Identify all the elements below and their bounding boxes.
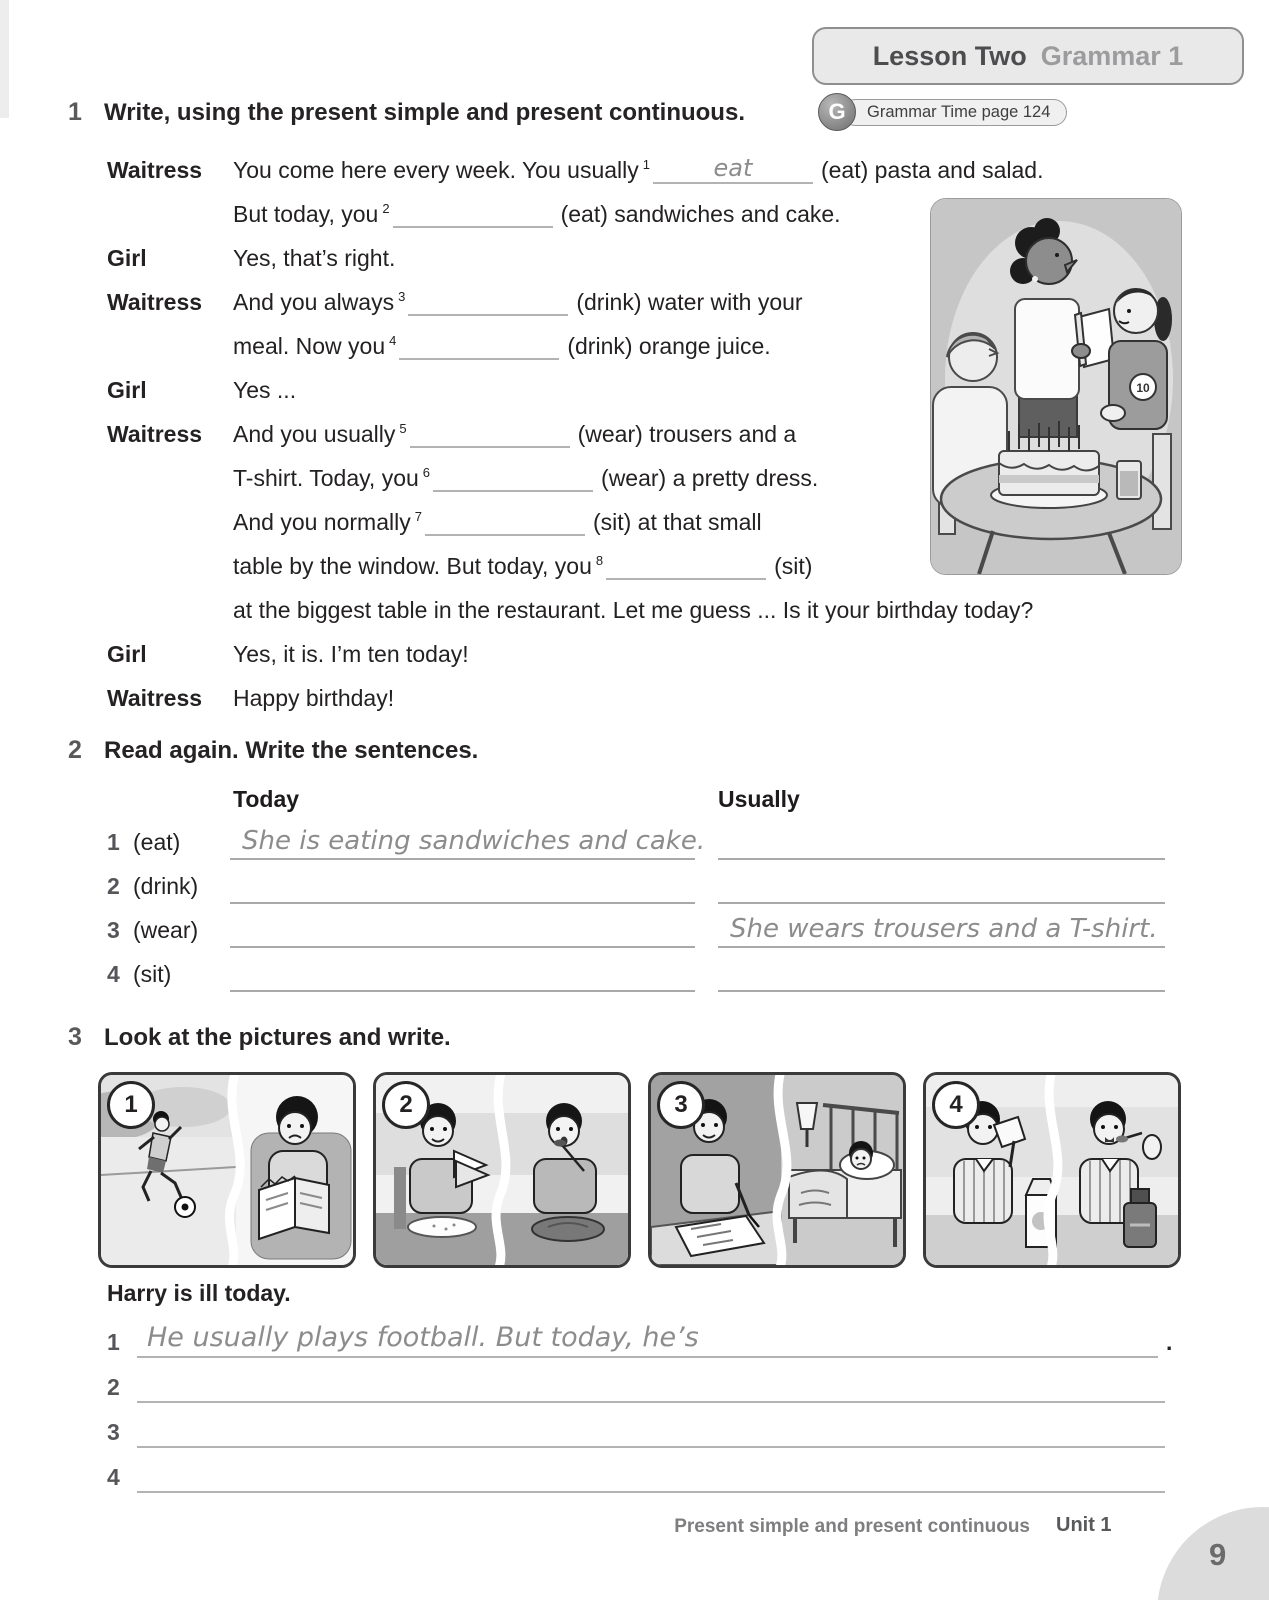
- handwritten-answer: eat: [713, 154, 753, 182]
- blank-number: 1: [642, 157, 650, 172]
- blank-number: 5: [399, 421, 407, 436]
- dialogue-row: [107, 580, 1167, 624]
- line-text: (wear) trousers and a: [577, 421, 797, 447]
- blank-number: 6: [422, 465, 431, 480]
- juice-glass: [1117, 461, 1141, 499]
- picture-number-3: 3: [657, 1081, 705, 1129]
- dialogue-line: [233, 286, 803, 316]
- row-verb: (wear): [133, 917, 199, 943]
- line-text: (sit): [774, 553, 813, 579]
- page-number-circle: [1157, 1507, 1269, 1600]
- exercise1-title: Write, using the present simple and present continuous.: [104, 99, 745, 126]
- restaurant-birthday-illustration: [930, 198, 1182, 575]
- line-text: (drink) water with your: [576, 289, 803, 315]
- writing-line-1[interactable]: [137, 1316, 1158, 1358]
- exercise3-header: [64, 1023, 451, 1052]
- lesson-title: Lesson Two: [872, 40, 1027, 71]
- dialogue-line: at the biggest table in the restaurant. Let me guess ... Is it your birthday today?: [233, 597, 1034, 623]
- picture-number-1: 1: [107, 1081, 155, 1129]
- writing-line-3[interactable]: [137, 1406, 1165, 1448]
- footer-unit: Unit 1: [1056, 1514, 1112, 1536]
- exercise2-title: Read again. Write the sentences.: [104, 737, 479, 764]
- exercise2-row-eat: [0, 820, 1269, 860]
- speaker-label: Waitress: [107, 421, 203, 447]
- picture-number-4: 4: [932, 1081, 980, 1129]
- exercise3-line-1: [0, 1322, 1269, 1358]
- dialogue-line: [233, 330, 771, 360]
- dialogue-line: [233, 154, 1043, 184]
- row-verb: (drink): [133, 873, 199, 899]
- exercise2-row-sit: [0, 952, 1269, 992]
- writing-line-2[interactable]: [137, 1361, 1165, 1403]
- exercise2-row-drink: [0, 864, 1269, 904]
- picture-4-milk-vs-medicine: [923, 1072, 1181, 1268]
- line-text: And you normally: [233, 509, 411, 535]
- answer-blank-4[interactable]: [399, 330, 559, 360]
- line-text: table by the window. But today, you: [233, 553, 592, 579]
- answer-blank-8[interactable]: [606, 550, 766, 580]
- writing-line-usually-2[interactable]: [718, 864, 1165, 904]
- footer-topic: Present simple and present continuous: [674, 1516, 1030, 1537]
- writing-line-today-1[interactable]: [230, 820, 706, 860]
- speaker-label: Girl: [107, 245, 147, 271]
- exercise2-number: 2: [68, 736, 82, 764]
- dialogue-line: Yes, that’s right.: [233, 245, 396, 271]
- blank-number: 2: [382, 201, 390, 216]
- exercise3-line-3: [0, 1412, 1269, 1448]
- blank-number: 7: [414, 509, 422, 524]
- dialogue-row: [107, 668, 1167, 712]
- exercise3-title: Look at the pictures and write.: [104, 1024, 451, 1051]
- shirt-number-badge: 10: [1136, 381, 1150, 395]
- speaker-label: Waitress: [107, 289, 203, 315]
- speaker-label: Waitress: [107, 157, 203, 183]
- page-number: 9: [1209, 1537, 1227, 1572]
- exercise3-caption: Harry is ill today.: [107, 1280, 291, 1306]
- answer-blank-1[interactable]: [653, 154, 813, 184]
- grammar-time-label: Grammar Time page 124: [842, 99, 1067, 126]
- line-text: T-shirt. Today, you: [233, 465, 419, 491]
- line-text: (wear) a pretty dress.: [601, 465, 819, 491]
- writing-line-today-3[interactable]: [230, 908, 695, 948]
- line-end-punctuation: .: [1166, 1329, 1173, 1355]
- picture-number-2: 2: [382, 1081, 430, 1129]
- line-number: 3: [107, 1419, 120, 1445]
- line-text: (sit) at that small: [592, 509, 762, 535]
- dialogue-line: [233, 506, 762, 536]
- speaker-label: Girl: [107, 377, 147, 403]
- line-text: (eat) pasta and salad.: [820, 157, 1044, 183]
- writing-line-usually-3[interactable]: [718, 908, 1165, 948]
- line-text: And you usually: [233, 421, 396, 447]
- row-verb: (eat): [133, 829, 181, 855]
- dialogue-line: [233, 462, 818, 492]
- answer-blank-2[interactable]: [393, 198, 553, 228]
- row-verb: (sit): [133, 961, 172, 987]
- writing-line-today-2[interactable]: [230, 864, 695, 904]
- line-text: And you always: [233, 289, 395, 315]
- dialogue-line: Yes, it is. I’m ten today!: [233, 641, 469, 667]
- blank-number: 8: [595, 553, 604, 568]
- grammar-icon: G: [818, 93, 856, 131]
- column-header-usually: Usually: [718, 786, 800, 812]
- picture-3-homework-vs-bed: [648, 1072, 906, 1268]
- speaker-label: Waitress: [107, 685, 203, 711]
- line-number: 2: [107, 1374, 120, 1400]
- line-number: 4: [107, 1464, 120, 1490]
- dialogue-line: Yes ...: [233, 377, 297, 403]
- column-header-today: Today: [233, 786, 300, 812]
- line-number: 1: [107, 1329, 120, 1355]
- row-number: 2: [107, 873, 120, 899]
- exercise3-line-2: [0, 1367, 1269, 1403]
- handwritten-answer: She is eating sandwiches and cake.: [242, 826, 706, 856]
- exercise3-number: 3: [68, 1023, 82, 1051]
- blank-number: 3: [398, 289, 406, 304]
- dialogue-row: [107, 140, 1167, 184]
- picture-2-sandwich-vs-soup: [373, 1072, 631, 1268]
- blank-number: 4: [389, 333, 397, 348]
- writing-line-today-4[interactable]: [230, 952, 695, 992]
- line-text: (drink) orange juice.: [567, 333, 771, 359]
- dialogue-row: [107, 624, 1167, 668]
- answer-blank-7[interactable]: [425, 506, 585, 536]
- exercise2-header: [64, 736, 478, 765]
- writing-line-usually-4[interactable]: [718, 952, 1165, 992]
- answer-blank-5[interactable]: [410, 418, 570, 448]
- exercise3-line-4: [0, 1457, 1269, 1493]
- dialogue-line: [233, 198, 841, 228]
- row-number: 4: [107, 961, 120, 987]
- dialogue-line: Happy birthday!: [233, 685, 395, 711]
- handwritten-answer: He usually plays football. But today, he’s: [147, 1322, 699, 1353]
- line-text: You come here every week. You usually: [233, 157, 639, 183]
- writing-line-usually-1[interactable]: [718, 820, 1165, 860]
- line-text: (eat) sandwiches and cake.: [560, 201, 841, 227]
- row-number: 1: [107, 829, 120, 855]
- line-text: meal. Now you: [233, 333, 386, 359]
- page-edge-shadow: [0, 0, 9, 118]
- speaker-label: Girl: [107, 641, 147, 667]
- exercise1-header: [64, 98, 745, 127]
- dialogue-line: [233, 418, 796, 448]
- lesson-header-badge: [812, 27, 1244, 85]
- exercise1-number: 1: [68, 98, 82, 126]
- grammar-time-reference: [818, 95, 1067, 129]
- line-text: But today, you: [233, 201, 379, 227]
- dialogue-line: [233, 550, 812, 580]
- picture-1-football-vs-reading: [98, 1072, 356, 1268]
- row-number: 3: [107, 917, 120, 943]
- answer-blank-6[interactable]: [433, 462, 593, 492]
- handwritten-answer: She wears trousers and a T-shirt.: [730, 914, 1158, 944]
- writing-line-4[interactable]: [137, 1451, 1165, 1493]
- answer-blank-3[interactable]: [408, 286, 568, 316]
- lesson-subtitle: Grammar 1: [1040, 40, 1184, 71]
- exercise2-row-wear: [0, 908, 1269, 948]
